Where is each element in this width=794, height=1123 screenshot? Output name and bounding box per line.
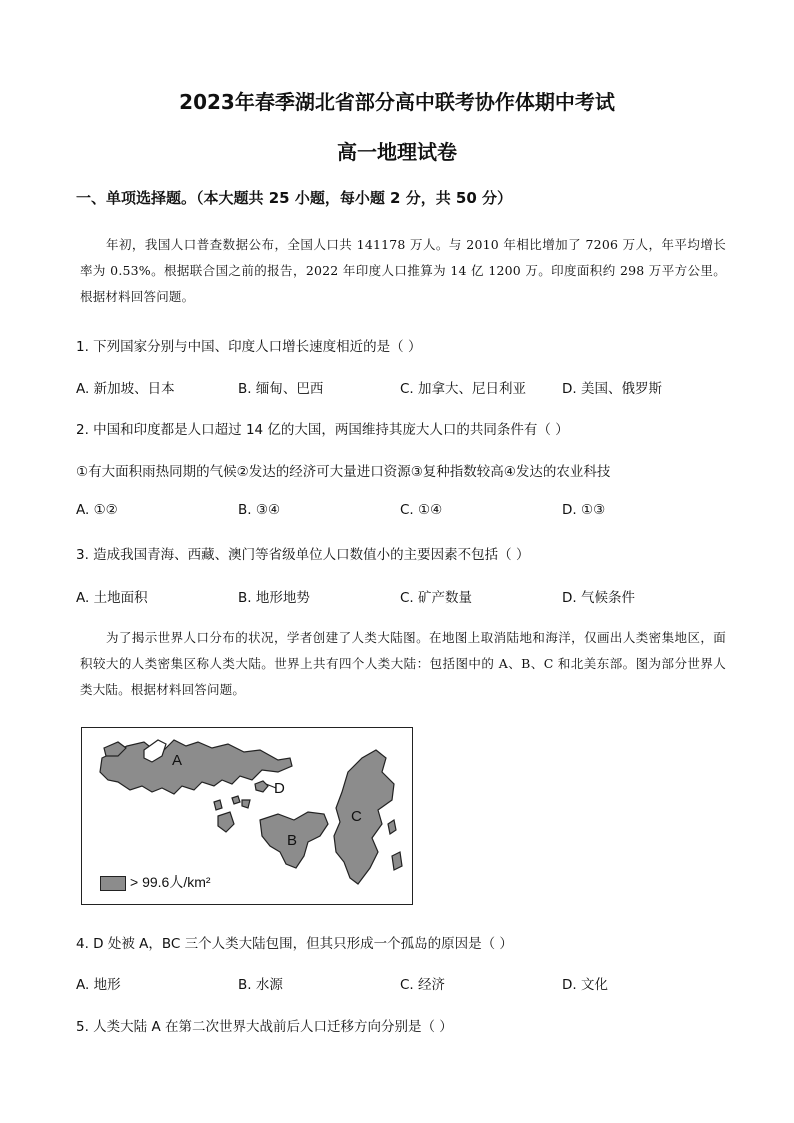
question-1-stem: 1. 下列国家分别与中国、印度人口增长速度相近的是（ ） bbox=[76, 339, 422, 355]
question-4-option-c[interactable]: C. 经济 bbox=[400, 977, 446, 993]
region-b-label: B bbox=[287, 832, 298, 849]
question-1-option-c[interactable]: C. 加拿大、尼日利亚 bbox=[400, 381, 527, 397]
material-paragraph-2: 为了揭示世界人口分布的状况，学者创建了人类大陆图。在地图上取消陆地和海洋，仅画出人类密集地区，面积较大的人类密集区称人类大陆。世界上共有四个人类大陆：包括图中的 A、B、C 和北美东部。图为部分世界人类大陆。根据材料回答问题。 bbox=[80, 630, 726, 697]
question-3-option-a[interactable]: A. 土地面积 bbox=[76, 590, 148, 606]
question-1-option-d[interactable]: D. 美国、俄罗斯 bbox=[562, 381, 662, 397]
small-island bbox=[392, 852, 402, 870]
region-d-label: D bbox=[274, 780, 285, 797]
small-island bbox=[218, 812, 234, 832]
question-1-option-a[interactable]: A. 新加坡、日本 bbox=[76, 381, 175, 397]
small-island bbox=[388, 820, 396, 834]
question-3-option-d[interactable]: D. 气候条件 bbox=[562, 590, 635, 606]
question-2-options bbox=[76, 502, 716, 522]
region-a-label: A bbox=[172, 752, 183, 769]
question-4-option-a[interactable]: A. 地形 bbox=[76, 977, 121, 993]
legend-swatch bbox=[100, 876, 126, 891]
question-2-stem: 2. 中国和印度都是人口超过 14 亿的大国，两国维持其庞大人口的共同条件有（ ） bbox=[76, 422, 569, 438]
small-island bbox=[232, 796, 240, 804]
question-4-option-d[interactable]: D. 文化 bbox=[562, 977, 608, 993]
question-2-option-b[interactable]: B. ③④ bbox=[238, 502, 281, 518]
question-4-options bbox=[76, 973, 716, 993]
question-3-option-c[interactable]: C. 矿产数量 bbox=[400, 590, 473, 606]
question-1-option-b[interactable]: B. 缅甸、巴西 bbox=[238, 381, 324, 397]
question-4-stem: 4. D 处被 A，BC 三个人类大陆包围，但其只形成一个孤岛的原因是（ ） bbox=[76, 936, 513, 952]
region-c-label: C bbox=[351, 808, 362, 825]
question-1-options bbox=[76, 377, 716, 397]
question-2-option-c[interactable]: C. ①④ bbox=[400, 502, 443, 518]
legend-label: > 99.6人/km² bbox=[130, 874, 211, 890]
material-paragraph-1: 年初，我国人口普查数据公布，全国人口共 141178 万人。与 2010 年相比增加了 7206 万人，年平均增长率为 0.53%。根据联合国之前的报告，2022 年印度人口推算为 14 亿 1200 万。印度面积约 298 万平方公里。根据材料回答问题。 bbox=[80, 237, 726, 304]
question-2-statements: ①有大面积雨热同期的气候②发达的经济可大量进口资源③复种指数较高④发达的农业科技 bbox=[76, 464, 611, 480]
section-heading: 一、单项选择题。（本大题共 25 小题，每小题 2 分，共 50 分） bbox=[76, 189, 513, 207]
question-3-stem: 3. 造成我国青海、西藏、澳门等省级单位人口数值小的主要因素不包括（ ） bbox=[76, 547, 530, 563]
small-island bbox=[214, 800, 222, 810]
exam-title: 2023年春季湖北省部分高中联考协作体期中考试 bbox=[179, 90, 615, 114]
question-3-option-b[interactable]: B. 地形地势 bbox=[238, 590, 310, 606]
question-4-option-b[interactable]: B. 水源 bbox=[238, 977, 283, 993]
question-2-option-a[interactable]: A. ①② bbox=[76, 502, 118, 518]
small-island bbox=[242, 800, 250, 808]
question-3-options bbox=[76, 586, 716, 606]
human-continents-map bbox=[81, 727, 413, 905]
region-d-shape bbox=[255, 781, 268, 792]
region-c-shape bbox=[334, 750, 394, 884]
question-5-stem: 5. 人类大陆 A 在第二次世界大战前后人口迁移方向分别是（ ） bbox=[76, 1019, 453, 1035]
question-2-option-d[interactable]: D. ①③ bbox=[562, 502, 606, 518]
exam-subtitle: 高一地理试卷 bbox=[337, 140, 457, 164]
